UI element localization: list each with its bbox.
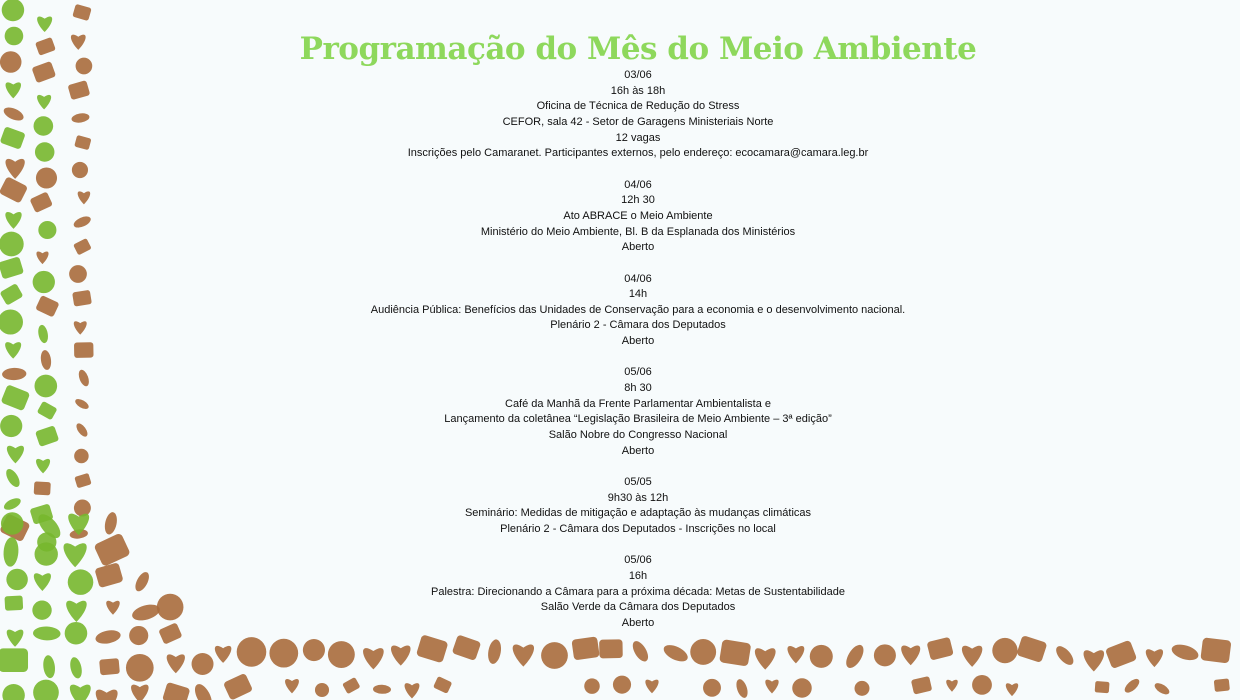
- eco-icon: [192, 653, 214, 675]
- event-time: 14h: [628, 288, 648, 301]
- event-title: Audiência Pública: Benefícios das Unidades de Conservação para a economia e o desenvolvimento nacional.: [370, 303, 906, 316]
- event-access: Aberto: [621, 335, 655, 348]
- event-access: Aberto: [621, 616, 655, 629]
- eco-icon: [315, 683, 329, 697]
- eco-icon: [901, 645, 920, 665]
- eco-icon: [1122, 676, 1141, 695]
- eco-icon: [70, 685, 91, 700]
- eco-icon: [405, 683, 420, 698]
- eco-icon: [1084, 650, 1105, 671]
- eco-icon: [703, 679, 721, 697]
- eco-icon: [96, 690, 118, 700]
- event-access: Aberto: [621, 241, 655, 254]
- eco-icon: [734, 678, 750, 700]
- eco-icon: [192, 681, 216, 700]
- event-item: [0, 272, 1240, 350]
- event-schedule: [0, 68, 1240, 647]
- eco-icon: [215, 646, 232, 663]
- event-item: [0, 178, 1240, 256]
- event-item: [0, 365, 1240, 459]
- event-item: [0, 475, 1240, 538]
- eco-icon: [755, 648, 776, 669]
- eco-icon: [765, 680, 778, 694]
- event-title: Palestra: Direcionando a Câmara para a próxima década: Metas de Sustentabilidade: [431, 585, 845, 598]
- event-date: 03/06: [624, 69, 652, 81]
- eco-icon: [792, 678, 812, 698]
- eco-icon: [1153, 681, 1171, 697]
- event-subtitle: Lançamento da coletânea “Legislação Brasileira de Meio Ambiente – 3ª edição”: [444, 413, 832, 426]
- eco-icon: [645, 680, 658, 694]
- eco-icon: [613, 676, 631, 694]
- event-time: 8h 30: [624, 382, 652, 395]
- event-title: Seminário: Medidas de mitigação e adaptação às mudanças climáticas: [464, 507, 812, 520]
- event-location: Ministério do Meio Ambiente, Bl. B da Esplanada dos Ministérios: [480, 225, 796, 238]
- eco-icon: [787, 646, 804, 663]
- eco-icon: [1095, 681, 1110, 693]
- event-location: Salão Nobre do Congresso Nacional: [548, 429, 728, 442]
- event-location: Plenário 2 - Câmara dos Deputados - Inscrições no local: [500, 522, 776, 535]
- eco-icon: [391, 645, 411, 665]
- event-registration: Inscrições pelo Camaranet. Participantes externos, pelo endereço: ecocamara@camara.leg.br: [407, 147, 869, 160]
- event-time: 16h: [628, 569, 648, 582]
- eco-icon: [433, 676, 452, 694]
- event-title: Café da Manhã da Frente Parlamentar Ambientalista e: [505, 397, 771, 410]
- event-date: 05/06: [624, 554, 652, 567]
- eco-icon: [162, 682, 190, 700]
- event-time: 9h30 às 12h: [607, 491, 669, 504]
- eco-icon: [363, 648, 384, 669]
- eco-icon: [1006, 683, 1018, 696]
- eco-icon: [962, 646, 982, 667]
- event-item: [0, 68, 1240, 162]
- event-date: 04/06: [624, 178, 652, 191]
- eco-icon: [42, 655, 56, 679]
- event-location: Plenário 2 - Câmara dos Deputados: [550, 319, 726, 332]
- eco-icon: [72, 4, 91, 21]
- eco-icon: [126, 654, 154, 682]
- eco-icon: [99, 658, 120, 675]
- eco-icon: [855, 681, 870, 696]
- event-title: Oficina de Técnica de Redução do Stress: [536, 100, 740, 113]
- eco-icon: [513, 645, 534, 667]
- eco-icon: [131, 685, 149, 700]
- event-location: CEFOR, sala 42 - Setor de Garagens Ministeriais Norte: [502, 115, 774, 128]
- eco-icon: [342, 677, 360, 694]
- event-access: Aberto: [621, 444, 655, 457]
- eco-icon: [1214, 678, 1230, 692]
- eco-icon: [167, 654, 185, 673]
- event-time: 12h 30: [621, 194, 655, 207]
- eco-icon: [33, 680, 59, 700]
- eco-icon: [810, 645, 833, 668]
- eco-icon: [68, 656, 83, 679]
- eco-icon: [285, 679, 299, 693]
- event-date: 05/05: [624, 476, 652, 488]
- event-date: 04/06: [624, 272, 652, 285]
- eco-icon: [223, 673, 253, 700]
- event-title: Ato ABRACE o Meio Ambiente: [563, 209, 713, 222]
- event-item: [0, 553, 1240, 631]
- page-title: Programação do Mês do Meio Ambiente: [299, 30, 977, 67]
- eco-icon: [584, 678, 600, 694]
- event-location: Salão Verde da Câmara dos Deputados: [540, 601, 736, 614]
- eco-icon: [2, 684, 24, 700]
- event-date: 05/06: [624, 366, 652, 379]
- eco-icon: [37, 16, 52, 32]
- eco-icon: [972, 675, 992, 695]
- eco-icon: [1146, 649, 1163, 667]
- event-capacity: 12 vagas: [615, 131, 661, 144]
- eco-icon: [874, 644, 896, 666]
- eco-icon: [911, 676, 932, 695]
- eco-icon: [946, 680, 958, 692]
- eco-icon: [373, 684, 391, 694]
- event-time: 16h às 18h: [610, 84, 666, 97]
- eco-icon: [2, 0, 24, 21]
- eco-icon: [0, 648, 28, 672]
